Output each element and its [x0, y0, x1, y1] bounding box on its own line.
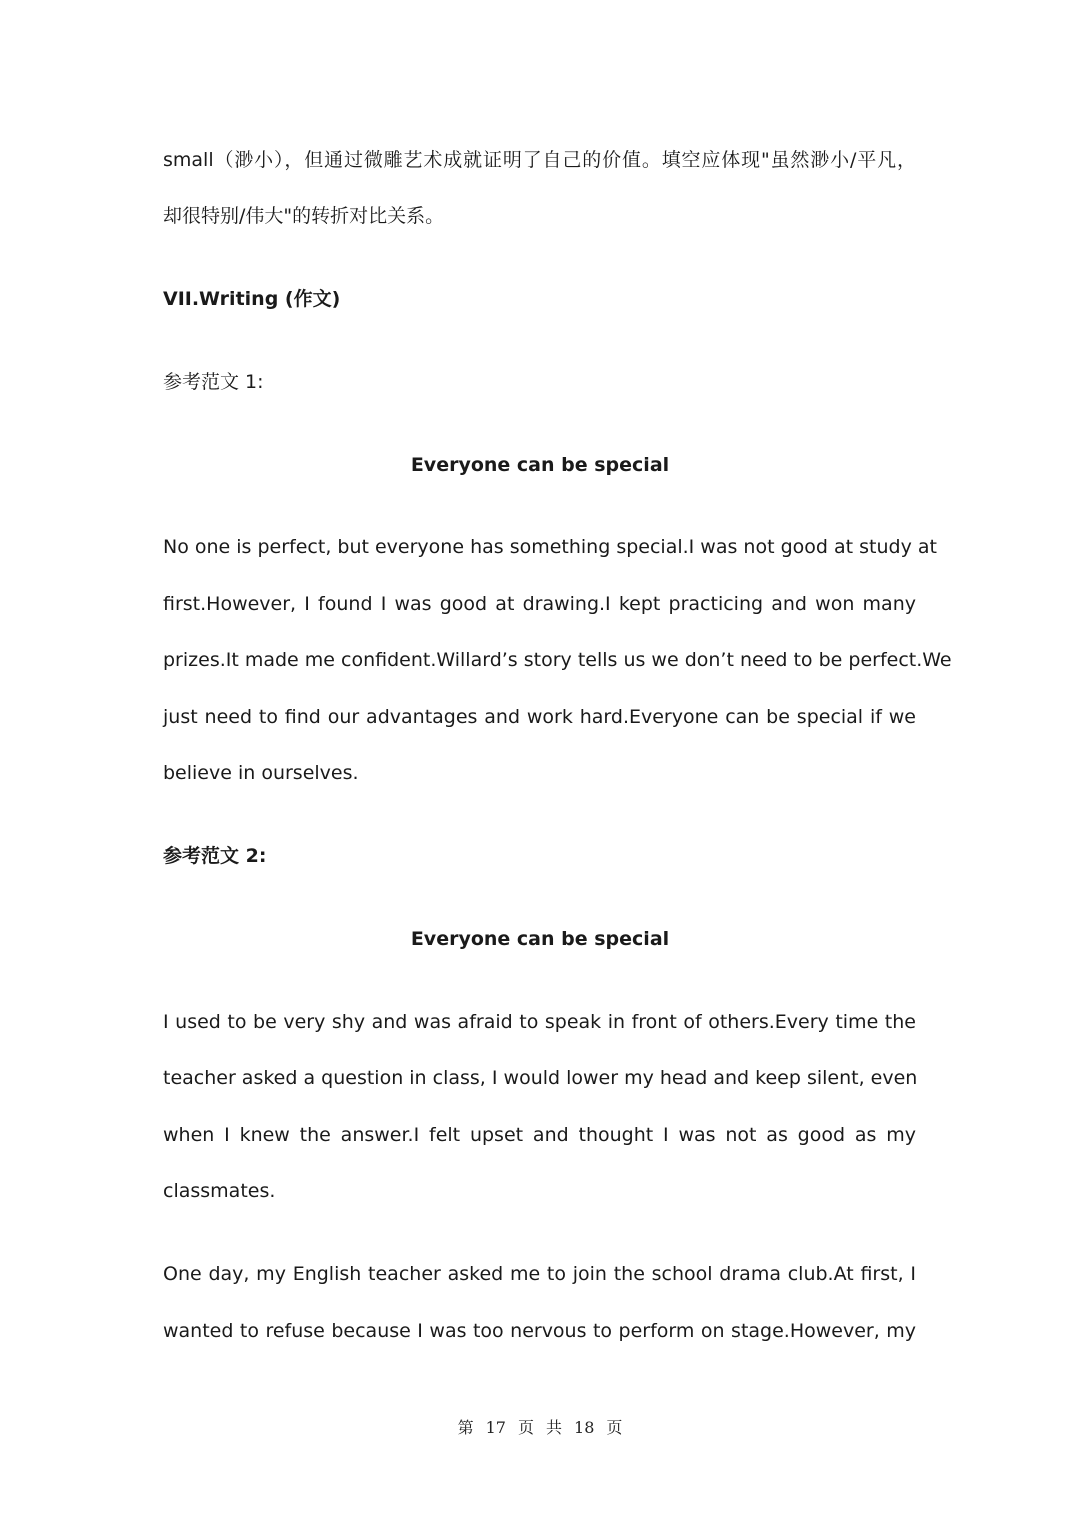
sample2-p1-line: when I knew the answer.I felt upset and thought I was not as good as my — [163, 1124, 916, 1146]
footer-total-word: 共 — [546, 1418, 563, 1437]
footer-current-page: 17 — [485, 1418, 506, 1437]
footer-suffix: 页 — [606, 1418, 623, 1437]
section-heading: VII.Writing (作文) — [163, 288, 341, 310]
analysis-line-1: small（渺小），但通过微雕艺术成就证明了自己的价值。填空应体现"虽然渺小/平凡， — [163, 149, 916, 171]
sample1-label: 参考范文 1: — [163, 371, 264, 393]
sample1-line: No one is perfect, but everyone has something special.I was not good at study at — [163, 536, 937, 558]
sample2-p1-line: teacher asked a question in class, I would lower my head and keep silent, even — [163, 1067, 918, 1089]
page-footer — [0, 1414, 1080, 1442]
sample1-line: believe in ourselves. — [163, 762, 359, 784]
footer-page-word: 页 — [517, 1418, 534, 1437]
footer-total-pages: 18 — [574, 1418, 595, 1437]
sample1-line: first.However, I found I was good at drawing.I kept practicing and won many — [163, 593, 916, 615]
analysis-line-2: 却很特别/伟大"的转折对比关系。 — [163, 205, 445, 227]
sample2-label: 参考范文 2: — [163, 845, 267, 867]
sample1-line: just need to find our advantages and work hard.Everyone can be special if we — [163, 706, 916, 728]
sample2-title: Everyone can be special — [410, 928, 670, 950]
sample2-p1-line: I used to be very shy and was afraid to speak in front of others.Every time the — [163, 1011, 916, 1033]
sample1-line: prizes.It made me confident.Willard’s story tells us we don’t need to be perfect.We — [163, 649, 952, 671]
sample2-p1-line: classmates. — [163, 1180, 276, 1202]
sample2-p2-line: One day, my English teacher asked me to join the school drama club.At first, I — [163, 1263, 916, 1285]
sample1-title: Everyone can be special — [410, 454, 670, 476]
footer-prefix: 第 — [457, 1418, 474, 1437]
sample2-p2-line: wanted to refuse because I was too nervous to perform on stage.However, my — [163, 1320, 916, 1342]
